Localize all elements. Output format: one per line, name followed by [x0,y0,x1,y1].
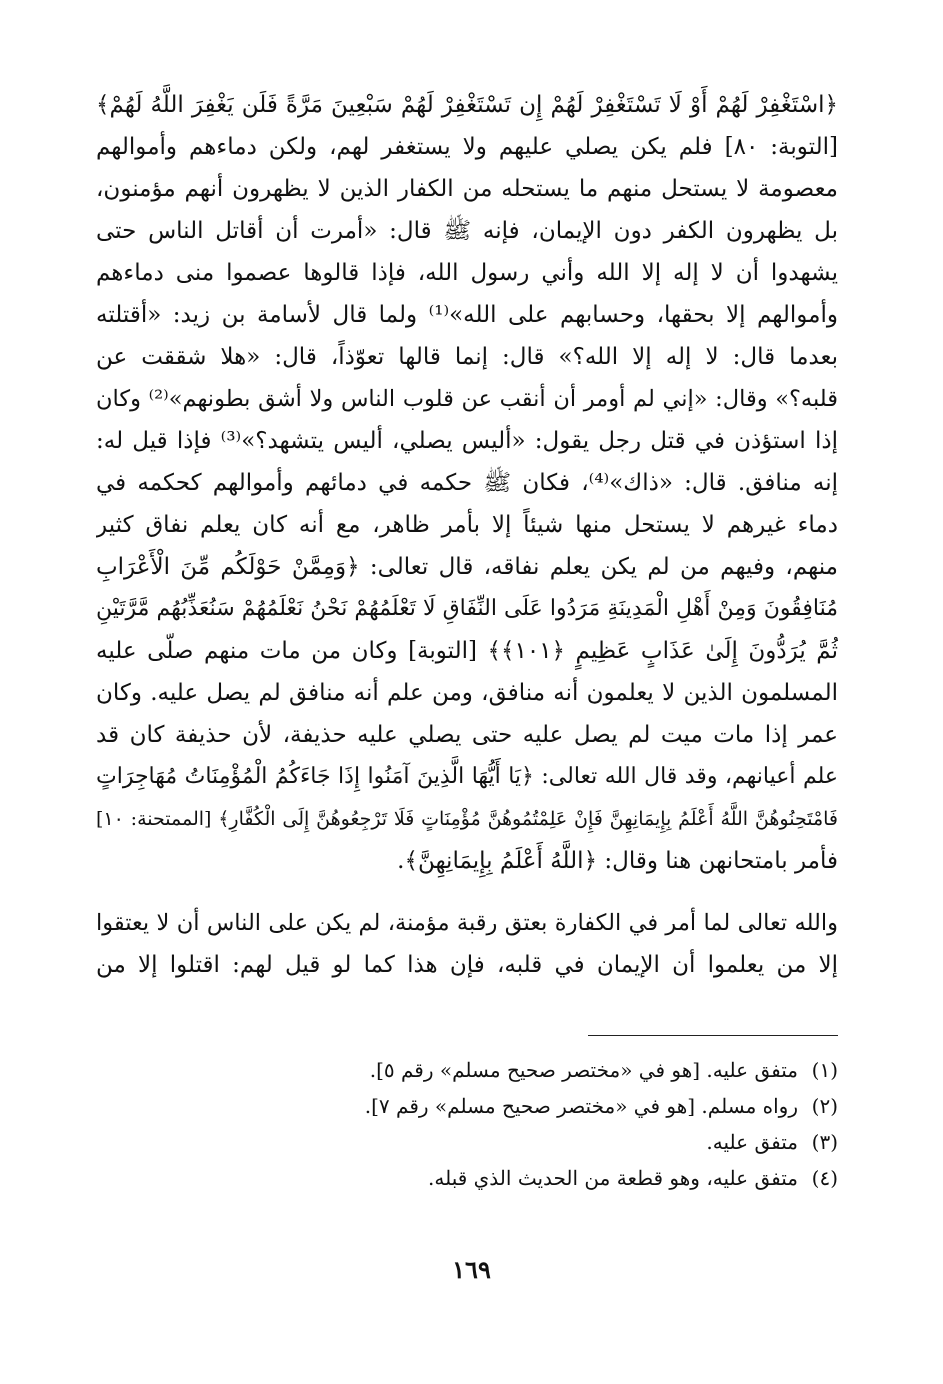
text-line: علم أعيانهم، وقد قال الله تعالى: ﴿يَا أَيُّهَا الَّذِينَ آمَنُوا إِذَا جَاءَكُمُ الْمُؤْمِنَاتُ مُهَاجِرَاتٍ [96,764,838,789]
text-line: إذا استؤذن في قتل رجل يقول: «أليس يصلي، أليس يتشهد؟»⁽³⁾ فإذا قيل له: [96,428,838,454]
main-text [96,84,838,986]
text-line: مُنَافِقُونَ وَمِنْ أَهْلِ الْمَدِينَةِ مَرَدُوا عَلَى النِّفَاقِ لَا تَعْلَمُهُمْ نَحْنُ نَعْلَمُهُمْ سَنُعَذِّبُهُم مَّرَّتَيْنِ [96,596,838,621]
text-line: والله تعالى لما أمر في الكفارة بعتق رقبة مؤمنة، لم يكن على الناس أن لا يعتقوا [96,910,838,936]
footnotes [200,1052,838,1196]
text-line: المسلمون الذين لا يعلمون أنه منافق، ومن علم أنه منافق لم يصل عليه. وكان [96,680,838,706]
footnote-item [200,1088,838,1124]
text-line: يشهدوا أن لا إله إلا الله وأني رسول الله، فإذا قالوها عصموا منى دماءهم [96,260,838,286]
footnote-text: متفق عليه، وهو قطعة من الحديث الذي قبله. [428,1166,798,1190]
text-line: منهم، وفيهم من لم يكن يعلم نفاقه، قال تعالى: ﴿وَمِمَّنْ حَوْلَكُم مِّنَ الْأَعْرَابِ [96,554,838,580]
text-line: فأمر بامتحانهن هنا وقال: ﴿اللَّهُ أَعْلَمُ بِإِيمَانِهِنَّ﴾. [397,848,838,874]
footnote-divider [588,1035,838,1036]
footnote-text: متفق عليه. [هو في «مختصر صحيح مسلم» رقم ٥]. [369,1058,798,1082]
footnote-number: (٢) [811,1094,838,1118]
paragraph-1 [96,84,838,882]
footnote-text: متفق عليه. [706,1130,798,1154]
text-line: إلا من يعلموا أن الإيمان في قلبه، فإن هذا كما لو قيل لهم: اقتلوا إلا من [96,952,838,978]
text-line: إنه منافق. قال: «ذاك»⁽⁴⁾، فكان ﷺ حكمه في دمائهم وأموالهم كحكمه في [96,470,838,496]
paragraph-gap [96,882,838,902]
paragraph-2 [96,902,838,986]
text-line: معصومة لا يستحل منهم ما يستحله من الكفار الذين لا يظهرون أنهم مؤمنون، [96,176,838,202]
text-line: [التوبة: ٨٠] فلم يكن يصلي عليهم ولا يستغفر لهم، ولكن دماءهم وأموالهم [96,134,838,160]
footnote-item [200,1160,838,1196]
text-line: فَامْتَحِنُوهُنَّ اللَّهُ أَعْلَمُ بِإِيمَانِهِنَّ فَإِنْ عَلِمْتُمُوهُنَّ مُؤْمِنَاتٍ فَلَا تَرْجِعُوهُنَّ إِلَى الْكُفَّارِ﴾ [الممتحنة: ١٠] [96,808,838,830]
text-line: ثُمَّ يُرَدُّونَ إِلَىٰ عَذَابٍ عَظِيمٍ ﴿١٠١﴾﴾ [التوبة] وكان من مات منهم صلّى عليه [96,638,838,664]
text-line: عمر إذا مات ميت لم يصل عليه حتى يصلي عليه حذيفة، لأن حذيفة كان قد [96,722,838,748]
text-line: دماء غيرهم لا يستحل منها شيئاً إلا بأمر ظاهر، مع أنه كان يعلم نفاق كثير [96,512,838,538]
footnote-number: (٤) [811,1166,838,1190]
text-line: بل يظهرون الكفر دون الإيمان، فإنه ﷺ قال: «أمرت أن أقاتل الناس حتى [96,218,838,244]
footnote-item [200,1124,838,1160]
footnote-item [200,1052,838,1088]
text-line: ﴿اسْتَغْفِرْ لَهُمْ أَوْ لَا تَسْتَغْفِرْ لَهُمْ إِن تَسْتَغْفِرْ لَهُمْ سَبْعِينَ مَرَّةً فَلَن يَغْفِرَ اللَّهُ لَهُمْ﴾ [96,92,838,118]
footnote-number: (٣) [811,1130,838,1154]
page-number: ١٦٩ [452,1255,491,1284]
footnote-text: رواه مسلم. [هو في «مختصر صحيح مسلم» رقم ٧]. [364,1094,798,1118]
footnote-number: (١) [811,1058,838,1082]
text-line: بعدما قال: لا إله إلا الله؟» قال: إنما قالها تعوّذاً، قال: «هلا شققت عن [96,344,838,370]
text-line: وأموالهم إلا بحقها، وحسابهم على الله»⁽¹⁾ ولما قال لأسامة بن زيد: «أقتلته [96,302,838,328]
text-line: قلبه؟» وقال: «إني لم أومر أن أنقب عن قلوب الناس ولا أشق بطونهم»⁽²⁾ وكان [96,386,838,412]
